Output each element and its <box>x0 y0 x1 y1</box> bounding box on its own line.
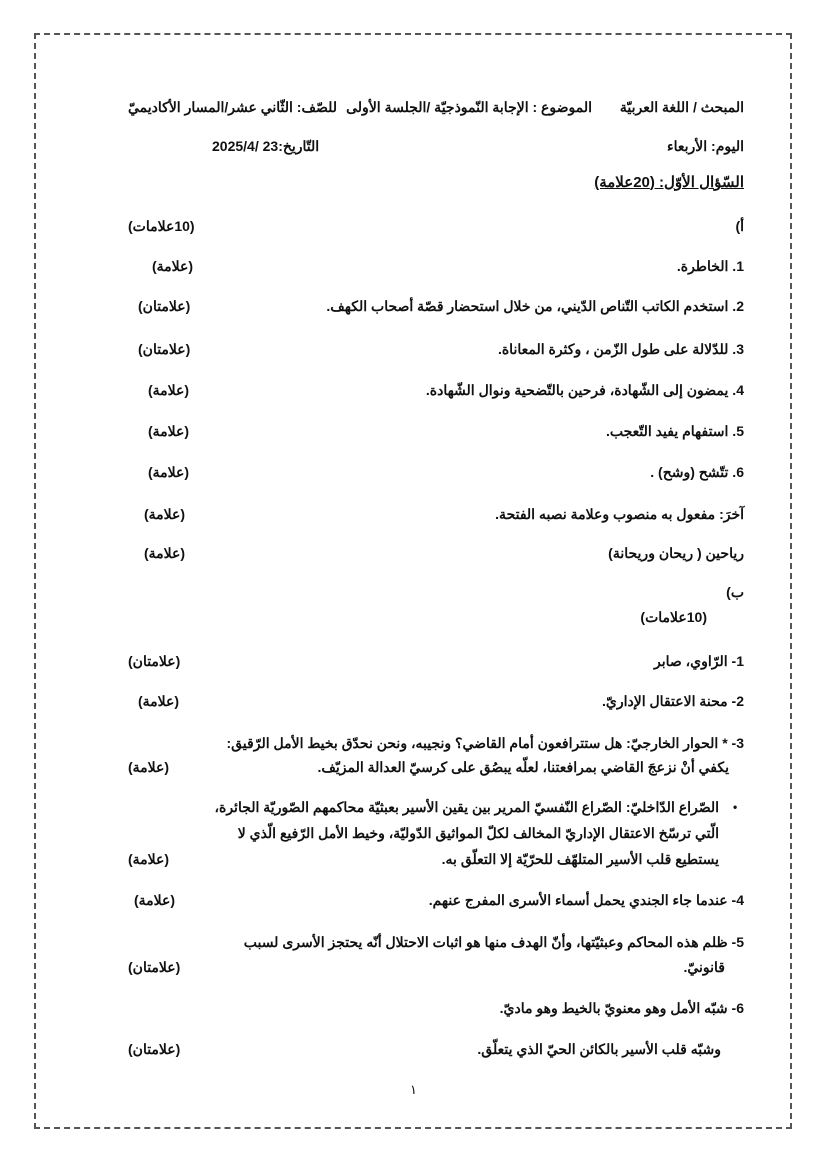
answer-b3-line2: يكفي أنْ نزعجَ القاضي بمرافعتنا، لعلّه يبصُق على كرسيّ العدالة المزيّف. <box>317 759 729 775</box>
header-date: التّاريخ:23 /2025/4 <box>212 138 320 154</box>
page-number: ١ <box>410 1082 417 1097</box>
answer-b6-line1: 6- شبّه الأمل وهو معنويّ بالخيط وهو ماديّ. <box>499 1000 744 1016</box>
part-a-label: أ) <box>735 218 744 234</box>
mark-a3: (علامتان) <box>138 341 191 357</box>
mark-b4: (علامة) <box>134 892 176 908</box>
mark-b3: (علامة) <box>128 759 170 775</box>
mark-a7: (علامة) <box>144 506 186 522</box>
answer-a8: رياحين ( ريحان وريحانة) <box>608 545 744 561</box>
answer-b3b-line1: الصّراع الدّاخليّ: الصّراع النّفسيّ المرير بين يقين الأسير بعبثيّة محاكمهم الصّوريّة الجائرة، <box>214 799 719 815</box>
answer-b5-line1: 5- ظلم هذه المحاكم وعبثيّتها، وأنّ الهدف منها هو اثبات الاحتلال أنّه يحتجز الأسرى لسبب <box>243 934 744 950</box>
answer-b3b-line3: يستطيع قلب الأسير المتلهّف للحرّيّة إلا التعلّق به. <box>441 851 719 867</box>
part-b-marks: (10علامات) <box>640 609 707 625</box>
answer-a5: 5. استفهام يفيد التّعجب. <box>605 423 744 439</box>
mark-a6: (علامة) <box>148 464 190 480</box>
part-b-label: ب) <box>726 584 744 600</box>
answer-a2: 2. استخدم الكاتب التّناص الدّيني، من خلال استحضار قصّة أصحاب الكهف. <box>326 298 744 314</box>
answer-a3: 3. للدّلالة على طول الزّمن ، وكثرة المعاناة. <box>497 341 744 357</box>
mark-b5: (علامتان) <box>128 959 181 975</box>
answer-a1: 1. الخاطرة. <box>676 258 744 274</box>
mark-a1: (علامة) <box>152 258 194 274</box>
mark-a5: (علامة) <box>148 423 190 439</box>
answer-b3-line1: 3- * الحوار الخارجيّ: هل ستترافعون أمام القاضي؟ ونجيبه، ونحن نحدّق بخيط الأمل الرّقيق: <box>226 735 744 751</box>
part-a-marks: (10علامات) <box>128 218 195 234</box>
answer-b2: 2- محنة الاعتقال الإداريّ. <box>602 693 744 709</box>
mark-a8: (علامة) <box>144 545 186 561</box>
mark-b2: (علامة) <box>138 693 180 709</box>
answer-a4: 4. يمضون إلى الشّهادة، فرحين بالتّضحية ونوال الشّهادة. <box>425 382 744 398</box>
mark-a4: (علامة) <box>148 382 190 398</box>
bullet-icon: • <box>733 800 738 814</box>
answer-b3b-line2: الّتي ترسّخ الاعتقال الإداريّ المخالف لكلّ المواثيق الدّوليّة، وخيط الأمل الرّفيع الّذي لا <box>237 825 719 841</box>
header-topic: الموضوع : الإجابة النّموذجيّة /الجلسة الأولى <box>346 99 592 115</box>
mark-b6: (علامتان) <box>128 1041 181 1057</box>
header-subject: المبحث / اللغة العربيّة <box>619 99 744 115</box>
answer-a6: 6. تتّشح (وشح) . <box>650 464 744 480</box>
mark-a2: (علامتان) <box>138 298 191 314</box>
answer-b1: 1- الرّاوي، صابر <box>653 653 744 669</box>
header-grade: للصّف: الثّاني عشر/المسار الأكاديميّ <box>128 99 337 115</box>
header-day: اليوم: الأربعاء <box>667 138 744 154</box>
answer-b6-line2: وشبّه قلب الأسير بالكائن الحيّ الذي يتعلّق. <box>477 1041 721 1057</box>
mark-b1: (علامتان) <box>128 653 181 669</box>
answer-b5-line2: قانونيّ. <box>683 959 725 975</box>
question-title: السّؤال الأوّل: (20علامة) <box>594 174 744 191</box>
answer-a7: آخرَ: مفعول به منصوب وعلامة نصبه الفتحة. <box>495 506 744 522</box>
answer-b4: 4- عندما جاء الجندي يحمل أسماء الأسرى المفرج عنهم. <box>428 892 744 908</box>
mark-b3b: (علامة) <box>128 851 170 867</box>
